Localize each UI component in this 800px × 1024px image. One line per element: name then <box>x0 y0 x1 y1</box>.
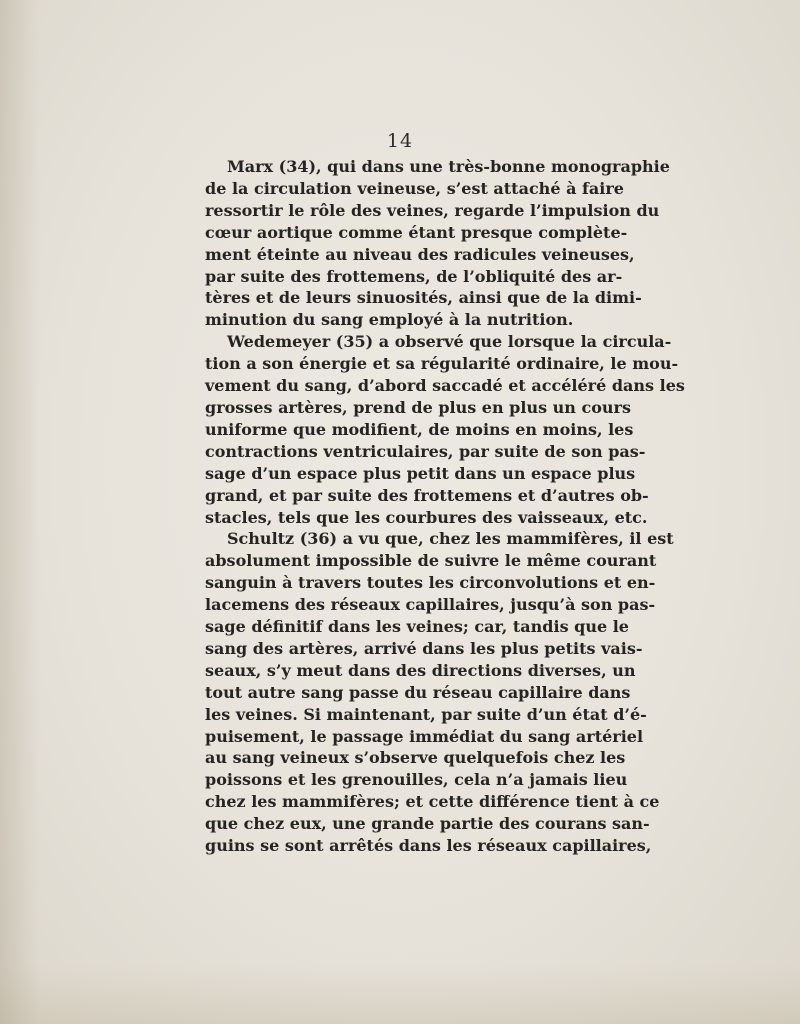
page-edge-shadow-bottom <box>0 964 800 1024</box>
body-text <box>205 156 685 857</box>
text-line: grand, et par suite des frottemens et d’autres ob- <box>205 485 649 505</box>
text-line: grosses artères, prend de plus en plus un cours <box>205 397 631 417</box>
text-line: Marx (34), qui dans une très-bonne monographie <box>227 157 670 176</box>
text-line: tères et de leurs sinuosités, ainsi que de la dimi- <box>205 288 642 308</box>
paragraph-marx <box>205 156 670 331</box>
text-line: sanguin à travers toutes les circonvolutions et en- <box>205 573 656 593</box>
text-line: cœur aortique comme étant presque complète- <box>205 222 628 242</box>
text-line: ment éteinte au niveau des radicules veineuses, <box>205 244 635 264</box>
text-line: guins se sont arrêtés dans les réseaux capillaires, <box>205 836 652 856</box>
text-line: par suite des frottemens, de l’obliquité des ar- <box>205 266 623 286</box>
text-line: que chez eux, une grande partie des courans san- <box>205 814 650 834</box>
text-line: stacles, tels que les courbures des vaisseaux, etc. <box>205 507 648 527</box>
text-line: ressortir le rôle des veines, regarde l’impulsion du <box>205 200 660 220</box>
text-line: seaux, s’y meut dans des directions diverses, un <box>205 660 636 680</box>
text-line: tout autre sang passe du réseau capillaire dans <box>205 682 631 702</box>
paragraph-schultz <box>205 528 674 857</box>
text-line: sang des artères, arrivé dans les plus petits vais- <box>205 638 643 658</box>
text-line: puisement, le passage immédiat du sang artériel <box>205 726 644 746</box>
text-line: vement du sang, d’abord saccadé et accéléré dans les <box>205 376 685 396</box>
paragraph-wedemeyer <box>205 331 685 528</box>
text-line: Schultz (36) a vu que, chez les mammifères, il est <box>227 529 674 549</box>
text-line: les veines. Si maintenant, par suite d’un état d’é- <box>205 704 647 724</box>
text-line: de la circulation veineuse, s’est attaché à faire <box>205 178 624 198</box>
text-line: absolument impossible de suivre le même courant <box>205 551 657 571</box>
text-line: lacemens des réseaux capillaires, jusqu’à son pas- <box>205 595 656 615</box>
text-line: tion a son énergie et sa régularité ordinaire, le mou- <box>205 354 679 374</box>
text-line: chez les mammifères; et cette différence tient à ce <box>205 792 660 812</box>
text-line: sage d’un espace plus petit dans un espace plus <box>205 463 636 483</box>
text-line: poissons et les grenouilles, cela n’a jamais lieu <box>205 770 628 790</box>
page-number: 14 <box>386 130 414 152</box>
text-line: uniforme que modifient, de moins en moins, les <box>205 419 634 439</box>
text-line: contractions ventriculaires, par suite de son pas- <box>205 441 646 461</box>
text-line: sage définitif dans les veines; car, tandis que le <box>205 617 629 637</box>
text-line: Wedemeyer (35) a observé que lorsque la circula- <box>227 332 672 352</box>
text-line: au sang veineux s’observe quelquefois chez les <box>205 748 626 768</box>
text-line: minution du sang employé à la nutrition. <box>205 310 574 330</box>
page-edge-shadow-left <box>0 0 40 1024</box>
